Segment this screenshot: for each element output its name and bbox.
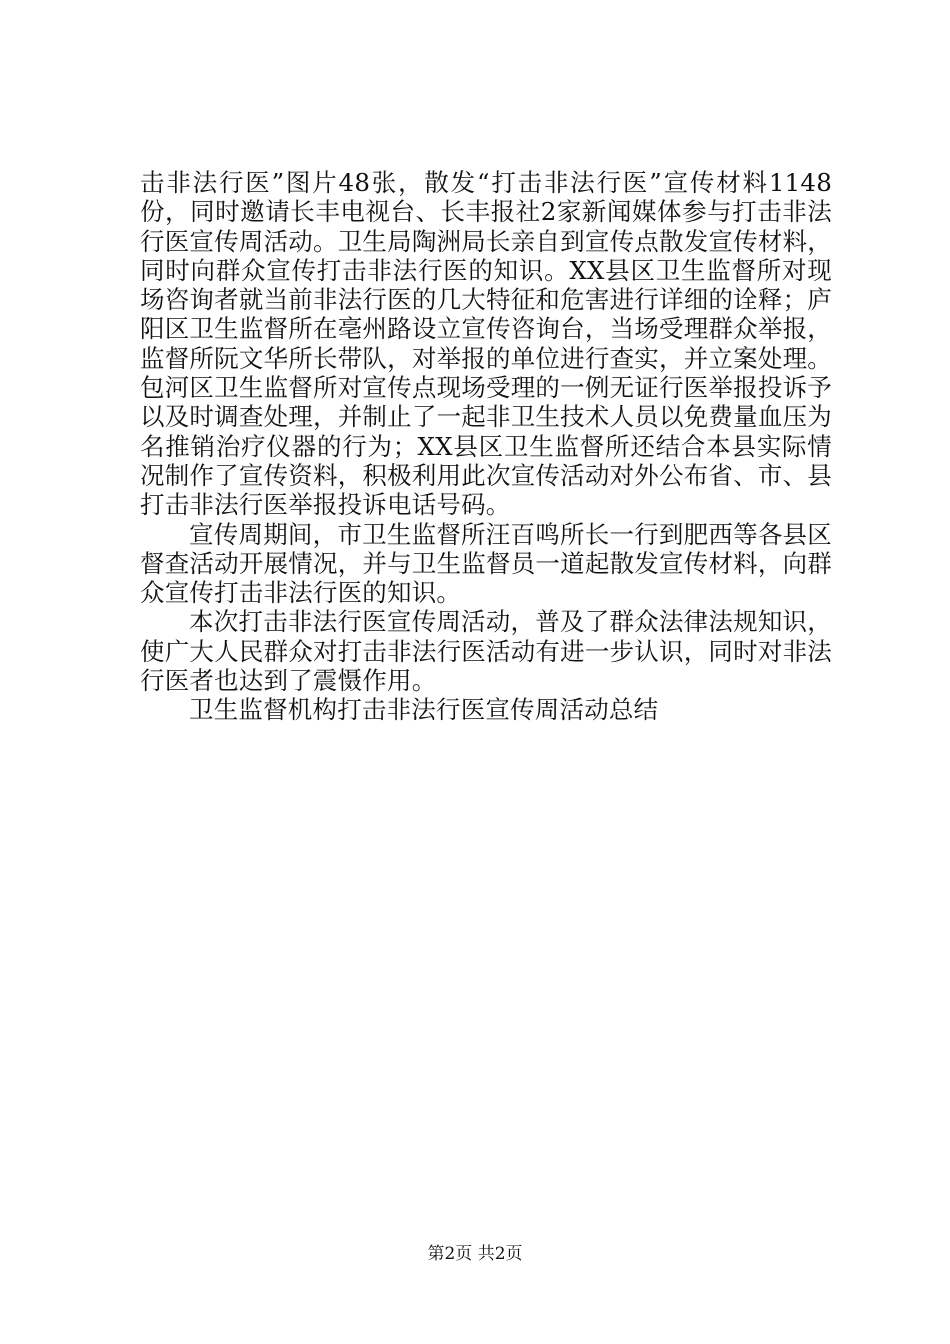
body-paragraph-1: 击非法行医”图片48张，散发“打击非法行医”宣传材料1148份，同时邀请长丰电视台、长丰报社2家新闻媒体参与打击非法行医宣传周活动。卫生局陶洲局长亲自到宣传点散发宣传材料，同时向群众宣传打击非法行医的知识。XX县区卫生监督所对现场咨询者就当前非法行医的几大特征和危害进行详细的诠释；庐阳区卫生监督所在亳州路设立宣传咨询台，当场受理群众举报，监督所阮文华所长带队，对举报的单位进行查实，并立案处理。包河区卫生监督所对宣传点现场受理的一例无证行医举报投诉予以及时调查处理，并制止了一起非卫生技术人员以免费量血压为名推销治疗仪器的行为；XX县区卫生监督所还结合本县实际情况制作了宣传资料，积极利用此次宣传活动对外公布省、市、县打击非法行医举报投诉电话号码。 <box>140 168 832 520</box>
document-body <box>140 168 832 725</box>
body-paragraph-2: 宣传周期间，市卫生监督所汪百鸣所长一行到肥西等各县区督查活动开展情况，并与卫生监督员一道起散发宣传材料，向群众宣传打击非法行医的知识。 <box>140 519 832 608</box>
document-title-line: 卫生监督机构打击非法行医宣传周活动总结 <box>189 695 659 725</box>
body-paragraph-3: 本次打击非法行医宣传周活动，普及了群众法律法规知识，使广大人民群众对打击非法行医活动有进一步认识，同时对非法行医者也达到了震慑作用。 <box>140 607 832 696</box>
page-number-footer: 第2页 共2页 <box>427 1244 523 1264</box>
